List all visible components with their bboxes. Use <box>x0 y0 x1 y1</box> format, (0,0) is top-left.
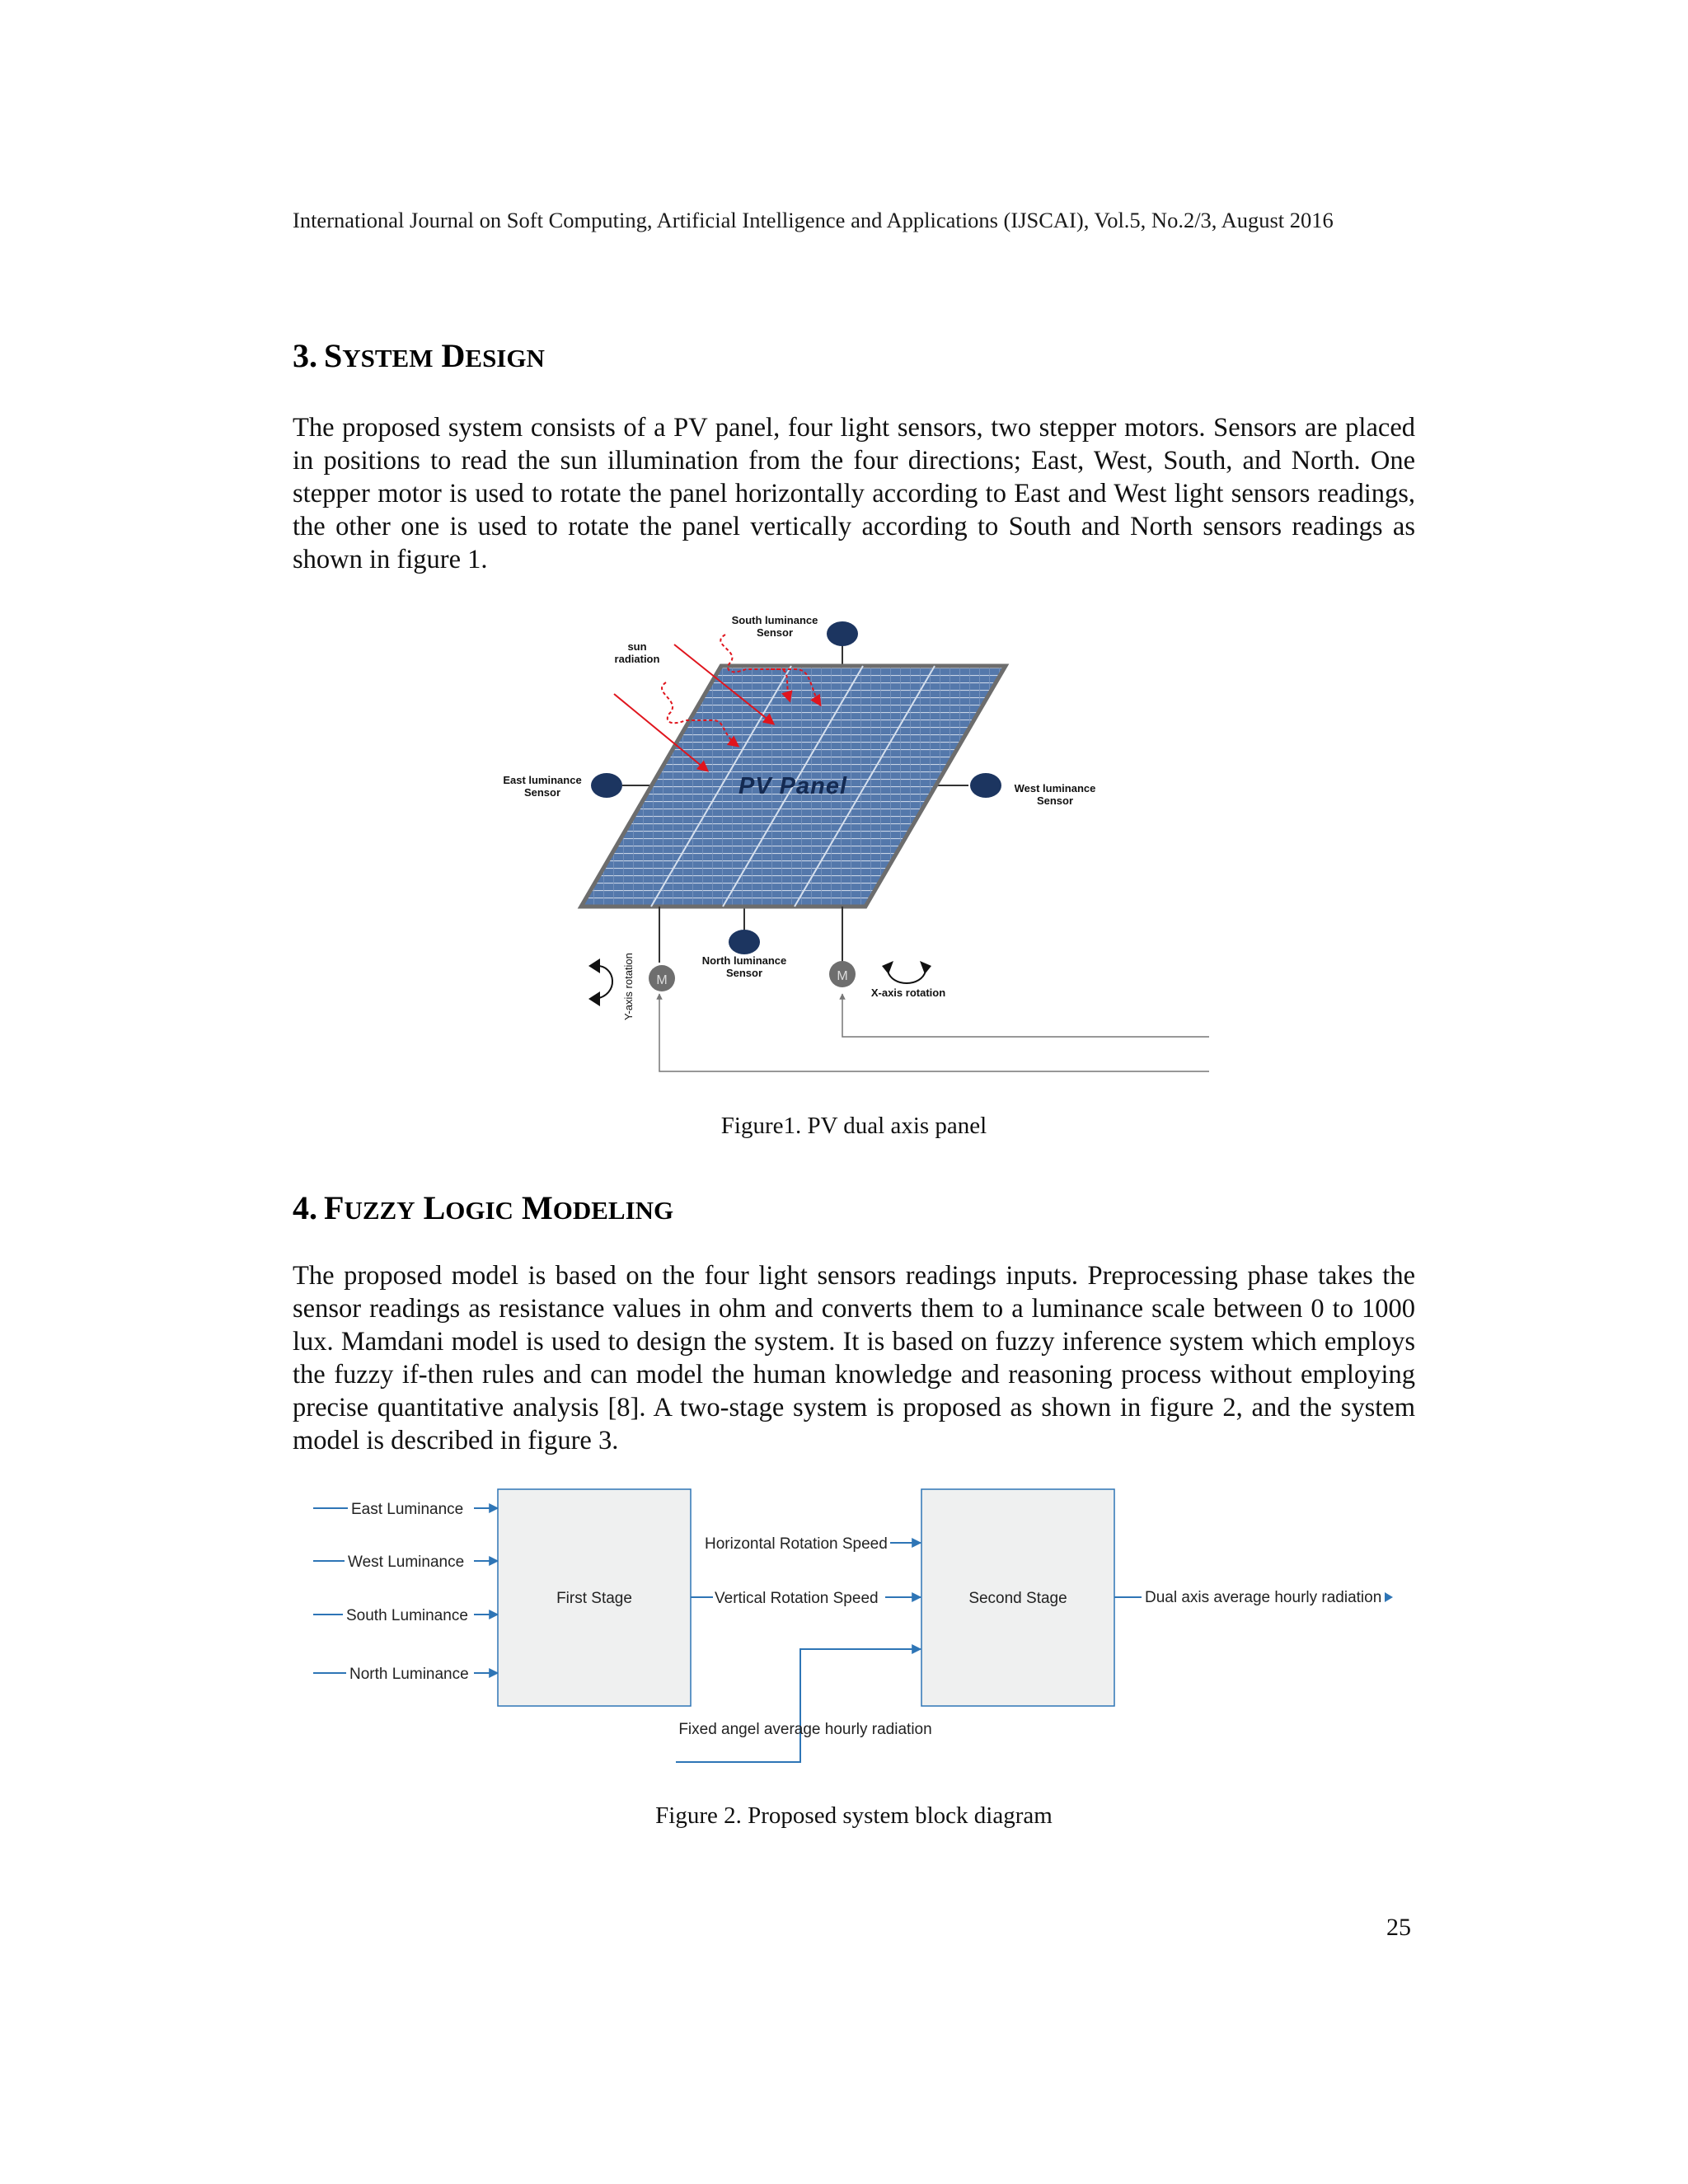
sun-radiation-label-line2: radiation <box>614 653 660 665</box>
section-3-number: 3. <box>293 337 317 374</box>
figure-2-caption: Figure 2. Proposed system block diagram <box>655 1802 1053 1829</box>
vertical-rotation-speed-label: Vertical Rotation Speed <box>715 1590 879 1607</box>
first-stage-label: First Stage <box>556 1590 632 1607</box>
section-3-title-part: ESIGN <box>465 344 545 373</box>
section-4-title-part: ODELING <box>552 1196 674 1225</box>
x-axis-rotation-label: X-axis rotation <box>870 987 946 999</box>
fixed-angle-input-label: Fixed angel average hourly radiation <box>678 1721 932 1738</box>
section-4-number: 4. <box>293 1189 317 1226</box>
dual-axis-output-label: Dual axis average hourly radiation <box>1145 1589 1382 1606</box>
section-3-title-part: D <box>433 337 466 374</box>
north-sensor-label-line2: Sensor <box>725 967 763 979</box>
section-4-title-part: UZZY <box>344 1196 415 1225</box>
section-3-title-part: S <box>324 337 343 374</box>
south-sensor-label-line2: Sensor <box>756 626 794 639</box>
west-sensor-label-line2: Sensor <box>1036 794 1074 807</box>
pv-panel-label: PV Panel <box>738 773 848 799</box>
east-sensor-label-line1: East luminance <box>503 774 582 786</box>
section-4-title-part: M <box>513 1189 553 1226</box>
horizontal-rotation-speed-label: Horizontal Rotation Speed <box>705 1535 888 1553</box>
section-3-paragraph: The proposed system consists of a PV panel, four light sensors, two stepper motors. Sensors are placed in positions to read the sun illumination from the four directions; East, West, South, and North. One stepper motor is used to rotate the panel horizontally according to East and West light sensors readings, the other one is used to rotate the panel vertically according to South and North sensors readings as shown in figure 1. <box>293 413 1415 574</box>
section-4-title-part: OGIC <box>445 1196 513 1225</box>
input-south-luminance: South Luminance <box>346 1607 468 1624</box>
second-stage-label: Second Stage <box>968 1590 1067 1607</box>
input-north-luminance: North Luminance <box>349 1666 469 1683</box>
x-axis-motor-label: M <box>837 969 848 983</box>
y-axis-motor-label: M <box>656 973 668 987</box>
running-head: International Journal on Soft Computing, Artificial Intelligence and Applications (IJSCAI), Vol.5, No.2/3, August 2016 <box>293 208 1334 232</box>
section-4-paragraph: The proposed model is based on the four light sensors readings inputs. Preprocessing phase takes the sensor readings as resistance values in ohm and converts them to a luminance scale between 0 to 1000 lux. Mamdani model is used to design the system. It is based on fuzzy inference system which employs the fuzzy if-then rules and can model the human knowledge and reasoning process without employing precise quantitative analysis [8]. A two-stage system is proposed as shown in figure 2, and the system model is described in figure 3. <box>293 1261 1415 1455</box>
figure-1-caption: Figure1. PV dual axis panel <box>720 1113 987 1139</box>
sun-radiation-label-line1: sun <box>627 640 647 653</box>
south-sensor-label-line1: South luminance <box>731 614 818 626</box>
west-sensor-label-line1: West luminance <box>1014 782 1096 794</box>
section-4-title-part: L <box>415 1189 446 1226</box>
north-sensor-label-line1: North luminance <box>701 954 787 967</box>
section-3-title-part: YSTEM <box>342 344 434 373</box>
input-east-luminance: East Luminance <box>351 1501 464 1518</box>
section-4-title-part: F <box>324 1189 345 1226</box>
input-west-luminance: West Luminance <box>348 1554 465 1571</box>
y-axis-rotation-label: Y-axis rotation <box>622 953 635 1020</box>
east-sensor-label-line2: Sensor <box>523 786 561 799</box>
page-number: 25 <box>1386 1914 1411 1941</box>
